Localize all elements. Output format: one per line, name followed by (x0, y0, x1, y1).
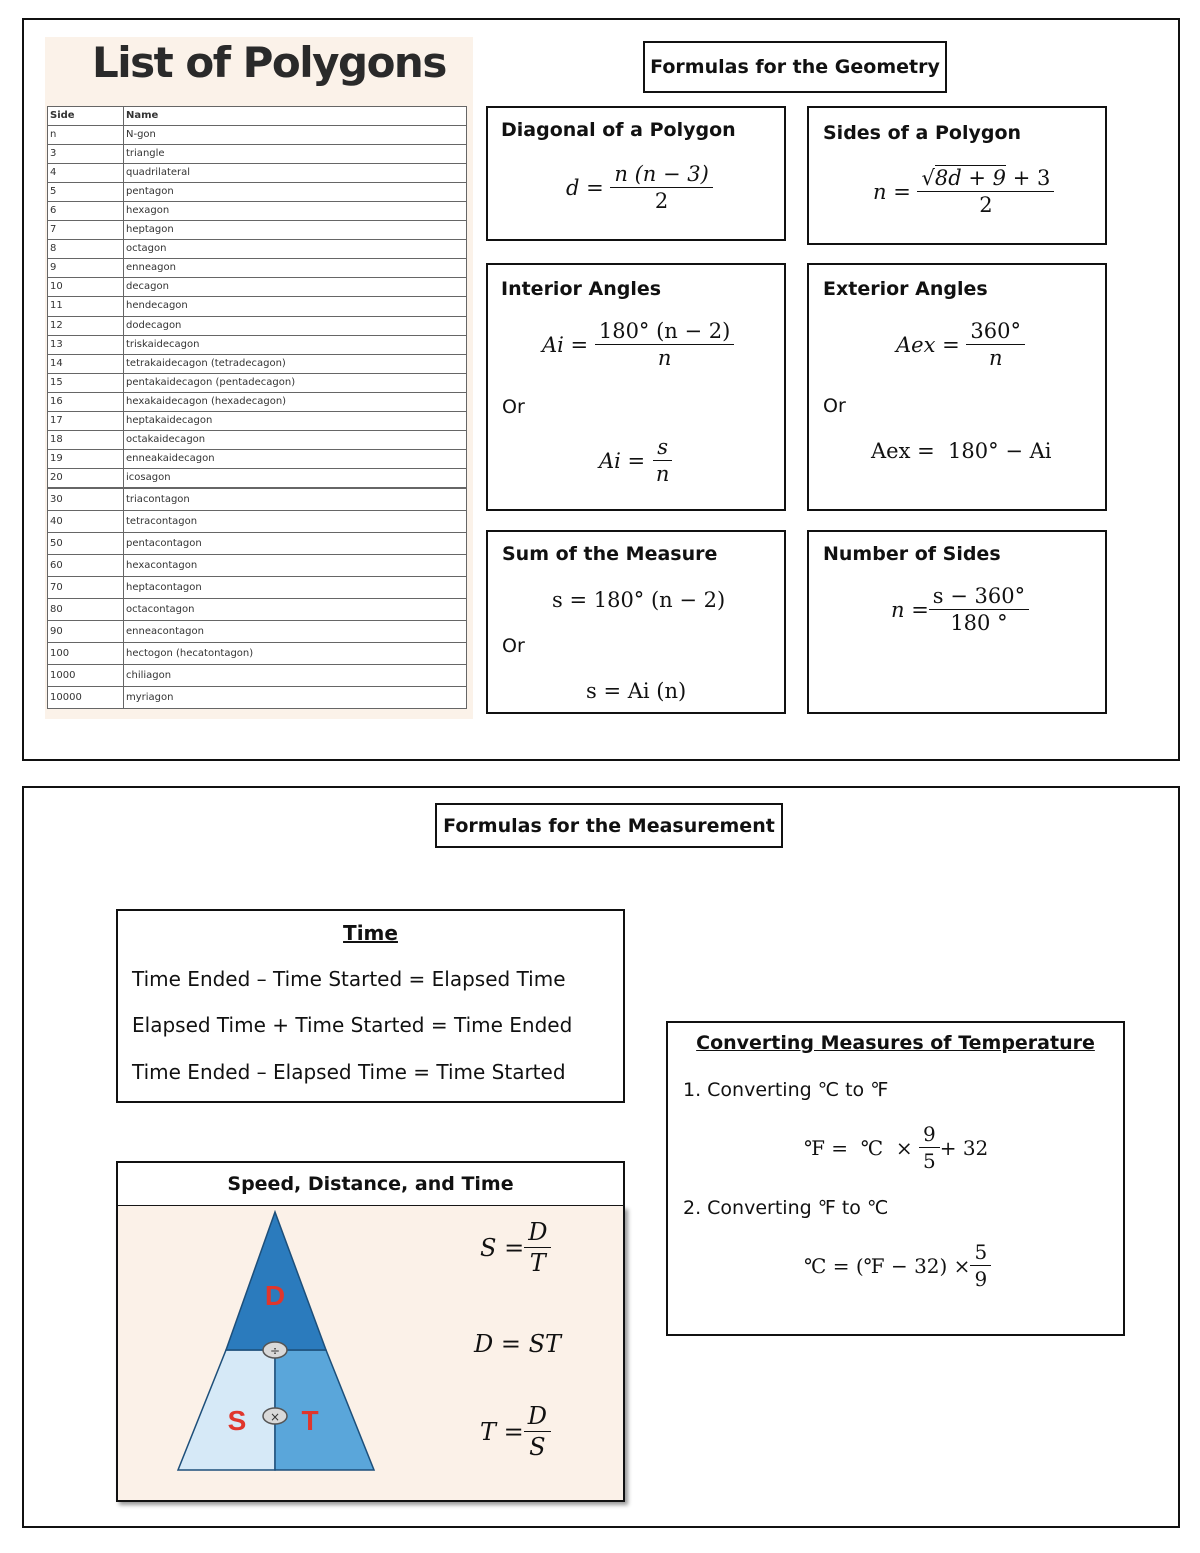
table-row (48, 511, 467, 533)
polygon-side-cell: 5 (48, 183, 124, 202)
exterior-fraction-1 (966, 319, 1025, 370)
number-sides-numerator: s − 360° (929, 584, 1029, 610)
exterior-formula-2: Aex = 180° − Ai (871, 439, 1052, 463)
time-line-2: Elapsed Time + Time Started = Time Ended (132, 1013, 573, 1037)
number-sides-title: Number of Sides (823, 543, 1001, 565)
triangle-letter-t: T (301, 1405, 319, 1436)
polygon-name-cell: octacontagon (124, 599, 467, 621)
time-formula-num: D (524, 1402, 551, 1432)
polygon-table (47, 106, 467, 488)
polygon-name-cell: triacontagon (124, 489, 467, 511)
geometry-title (643, 41, 947, 93)
polygon-side-cell: 10000 (48, 687, 124, 709)
polygon-name-cell: triskaidecagon (124, 335, 467, 354)
number-sides-formula (891, 584, 1029, 635)
polygon-side-cell: 10 (48, 278, 124, 297)
speed-formula-den: T (529, 1249, 546, 1277)
interior-numerator-1: 180° (n − 2) (595, 319, 734, 345)
table-row (48, 687, 467, 709)
polygon-name-cell: icosagon (124, 468, 467, 487)
temperature-title: Converting Measures of Temperature (696, 1032, 1095, 1054)
polygon-name-cell: heptagon (124, 221, 467, 240)
polygon-name-cell: heptakaidecagon (124, 411, 467, 430)
polygon-name-cell: decagon (124, 278, 467, 297)
polygon-side-cell: 80 (48, 599, 124, 621)
interior-card (486, 263, 786, 511)
polygon-side-cell: 70 (48, 577, 124, 599)
interior-formula-2 (599, 435, 673, 486)
diagonal-title: Diagonal of a Polygon (501, 119, 736, 141)
sides-numerator (917, 166, 1054, 192)
interior-numerator-2: s (653, 435, 672, 461)
triangle-left-section (178, 1350, 275, 1470)
sum-or: Or (502, 635, 525, 657)
polygon-name-cell: N-gon (124, 126, 467, 145)
table-row (48, 665, 467, 687)
polygon-name-cell: octagon (124, 240, 467, 259)
polygon-name-cell: hendecagon (124, 297, 467, 316)
f-to-c-formula (804, 1240, 991, 1291)
diagonal-denominator: 2 (654, 189, 669, 213)
table-row (48, 411, 467, 430)
measurement-title-text: Formulas for the Measurement (443, 814, 775, 837)
triangle-right-section (275, 1350, 374, 1470)
polygon-name-cell: tetrakaidecagon (tetradecagon) (124, 354, 467, 373)
time-line-3: Time Ended – Elapsed Time = Time Started (132, 1060, 566, 1084)
time-title: Time (343, 921, 398, 945)
polygon-side-cell: 60 (48, 555, 124, 577)
f-to-c-den: 9 (974, 1267, 988, 1291)
number-sides-fraction (929, 584, 1029, 635)
diagonal-card (486, 106, 786, 241)
f-to-c-lhs: ℃ = (℉ − 32) × (804, 1253, 971, 1278)
table-row (48, 297, 467, 316)
polygon-side-cell: 12 (48, 316, 124, 335)
sum-title: Sum of the Measure (502, 543, 718, 565)
polygon-name-cell: pentagon (124, 183, 467, 202)
table-row (48, 183, 467, 202)
speed-title-text: Speed, Distance, and Time (227, 1173, 514, 1195)
c-to-f-num: 9 (919, 1122, 940, 1148)
polygon-side-cell: 1000 (48, 665, 124, 687)
polygon-name-cell: myriagon (124, 687, 467, 709)
polygon-side-cell: 40 (48, 511, 124, 533)
polygon-name-cell: enneacontagon (124, 621, 467, 643)
polygon-side-cell: 7 (48, 221, 124, 240)
time-formula-lhs: T = (480, 1417, 524, 1446)
exterior-lhs-1: Aex = (896, 332, 960, 357)
interior-fraction-2 (652, 435, 674, 486)
polygon-side-cell: 20 (48, 468, 124, 487)
polygon-side-cell: 4 (48, 164, 124, 183)
sum-formula-1: s = 180° (n − 2) (552, 588, 726, 612)
table-row (48, 392, 467, 411)
polygon-side-cell: 30 (48, 489, 124, 511)
table-row (48, 221, 467, 240)
temperature-step-2: 2. Converting ℉ to ℃ (683, 1197, 889, 1219)
c-to-f-den: 5 (922, 1149, 936, 1173)
speed-formula-fraction (524, 1218, 551, 1277)
sum-card (486, 530, 786, 714)
sides-lhs: n = (873, 179, 911, 204)
polygon-table-large (47, 488, 467, 709)
interior-title: Interior Angles (501, 278, 662, 300)
time-line-1: Time Ended – Time Started = Elapsed Time (132, 967, 566, 991)
polygon-side-cell: 13 (48, 335, 124, 354)
table-row (48, 259, 467, 278)
sides-fraction (917, 166, 1054, 217)
table-row (48, 599, 467, 621)
number-sides-card (807, 530, 1107, 714)
c-to-f-lhs: ℉ = ℃ × (804, 1135, 913, 1160)
speed-formula-lhs: S = (480, 1233, 525, 1262)
interior-fraction-1 (595, 319, 734, 370)
sides-formula (873, 166, 1054, 217)
speed-formula (480, 1218, 551, 1277)
number-sides-denominator: 180 ° (950, 611, 1008, 635)
table-row (48, 555, 467, 577)
table-row (48, 145, 467, 164)
polygon-side-cell: 16 (48, 392, 124, 411)
polygon-name-cell: octakaidecagon (124, 430, 467, 449)
sides-title: Sides of a Polygon (823, 122, 1022, 144)
polygon-side-cell: n (48, 126, 124, 145)
speed-triangle (176, 1210, 376, 1472)
interior-lhs-1: Ai = (542, 332, 589, 357)
exterior-title: Exterior Angles (823, 278, 988, 300)
geometry-title-text: Formulas for the Geometry (650, 56, 940, 78)
exterior-denominator-1: n (988, 346, 1003, 370)
polygon-name-cell: enneagon (124, 259, 467, 278)
polygon-side-cell: 90 (48, 621, 124, 643)
polygon-name-cell: quadrilateral (124, 164, 467, 183)
table-row (48, 621, 467, 643)
triangle-letter-d: D (264, 1280, 286, 1311)
distance-formula: D = ST (474, 1330, 562, 1358)
sides-radicand: 8d + 9 (934, 166, 1006, 190)
polygon-name-cell: pentakaidecagon (pentadecagon) (124, 373, 467, 392)
table-row (48, 164, 467, 183)
polygon-name-cell: heptacontagon (124, 577, 467, 599)
sides-denominator: 2 (979, 193, 993, 217)
polygon-side-cell: 50 (48, 533, 124, 555)
polygon-side-cell: 11 (48, 297, 124, 316)
triangle-letter-s: S (227, 1405, 247, 1436)
table-row (48, 430, 467, 449)
interior-denominator-2: n (655, 462, 670, 486)
polygon-side-cell: 17 (48, 411, 124, 430)
polygon-side-cell: 3 (48, 145, 124, 164)
polygon-side-cell: 19 (48, 449, 124, 468)
diagonal-numerator: n (n − 3) (610, 162, 712, 188)
table-row (48, 240, 467, 259)
table-row (48, 577, 467, 599)
header-name: Name (124, 107, 467, 126)
sides-numerator-tail: + 3 (1012, 166, 1051, 190)
table-row (48, 126, 467, 145)
temperature-step-1: 1. Converting ℃ to ℉ (683, 1079, 889, 1101)
polygon-list-title: List of Polygons (92, 38, 446, 87)
table-row (48, 335, 467, 354)
polygon-name-cell: hexacontagon (124, 555, 467, 577)
table-header-row (48, 107, 467, 126)
interior-or: Or (502, 396, 525, 418)
c-to-f-tail: + 32 (939, 1135, 989, 1160)
table-row (48, 316, 467, 335)
time-formula (480, 1402, 551, 1461)
polygon-name-cell: hexagon (124, 202, 467, 221)
measurement-title (435, 803, 783, 848)
polygon-name-cell: hexakaidecagon (hexadecagon) (124, 392, 467, 411)
f-to-c-num: 5 (970, 1240, 991, 1266)
polygon-name-cell: dodecagon (124, 316, 467, 335)
sqrt-icon: √ (921, 166, 935, 190)
polygon-name-cell: pentacontagon (124, 533, 467, 555)
table-row (48, 373, 467, 392)
exterior-formula-1 (896, 319, 1025, 370)
diagonal-fraction (610, 162, 712, 213)
time-formula-fraction (524, 1402, 551, 1461)
exterior-or: Or (823, 395, 846, 417)
sides-card (807, 106, 1107, 245)
time-formula-den: S (529, 1433, 546, 1461)
polygon-side-cell: 14 (48, 354, 124, 373)
multiply-symbol: × (269, 1410, 281, 1424)
table-row (48, 202, 467, 221)
header-side: Side (48, 107, 124, 126)
polygon-side-cell: 18 (48, 430, 124, 449)
polygon-side-cell: 6 (48, 202, 124, 221)
f-to-c-fraction (970, 1240, 991, 1291)
polygon-name-cell: triangle (124, 145, 467, 164)
polygon-name-cell: chiliagon (124, 665, 467, 687)
c-to-f-formula (804, 1122, 988, 1173)
c-to-f-fraction (919, 1122, 940, 1173)
sum-formula-2: s = Ai (n) (586, 679, 687, 703)
polygon-side-cell: 9 (48, 259, 124, 278)
polygon-name-cell: tetracontagon (124, 511, 467, 533)
speed-formula-num: D (524, 1218, 551, 1248)
table-row (48, 449, 467, 468)
exterior-numerator-1: 360° (966, 319, 1025, 345)
table-row (48, 278, 467, 297)
polygon-name-cell: hectogon (hecatontagon) (124, 643, 467, 665)
divide-symbol: ÷ (269, 1344, 281, 1358)
table-row (48, 533, 467, 555)
diagonal-formula (566, 162, 713, 213)
polygon-side-cell: 100 (48, 643, 124, 665)
polygon-side-cell: 8 (48, 240, 124, 259)
interior-denominator-1: n (657, 346, 672, 370)
speed-title (116, 1161, 625, 1207)
table-row (48, 468, 467, 487)
exterior-card (807, 263, 1107, 511)
table-row (48, 354, 467, 373)
table-row (48, 489, 467, 511)
table-row (48, 643, 467, 665)
number-sides-lhs: n = (891, 597, 929, 622)
interior-lhs-2: Ai = (599, 448, 646, 473)
polygon-name-cell: enneakaidecagon (124, 449, 467, 468)
polygon-side-cell: 15 (48, 373, 124, 392)
diagonal-lhs: d = (566, 175, 604, 200)
interior-formula-1 (542, 319, 734, 370)
